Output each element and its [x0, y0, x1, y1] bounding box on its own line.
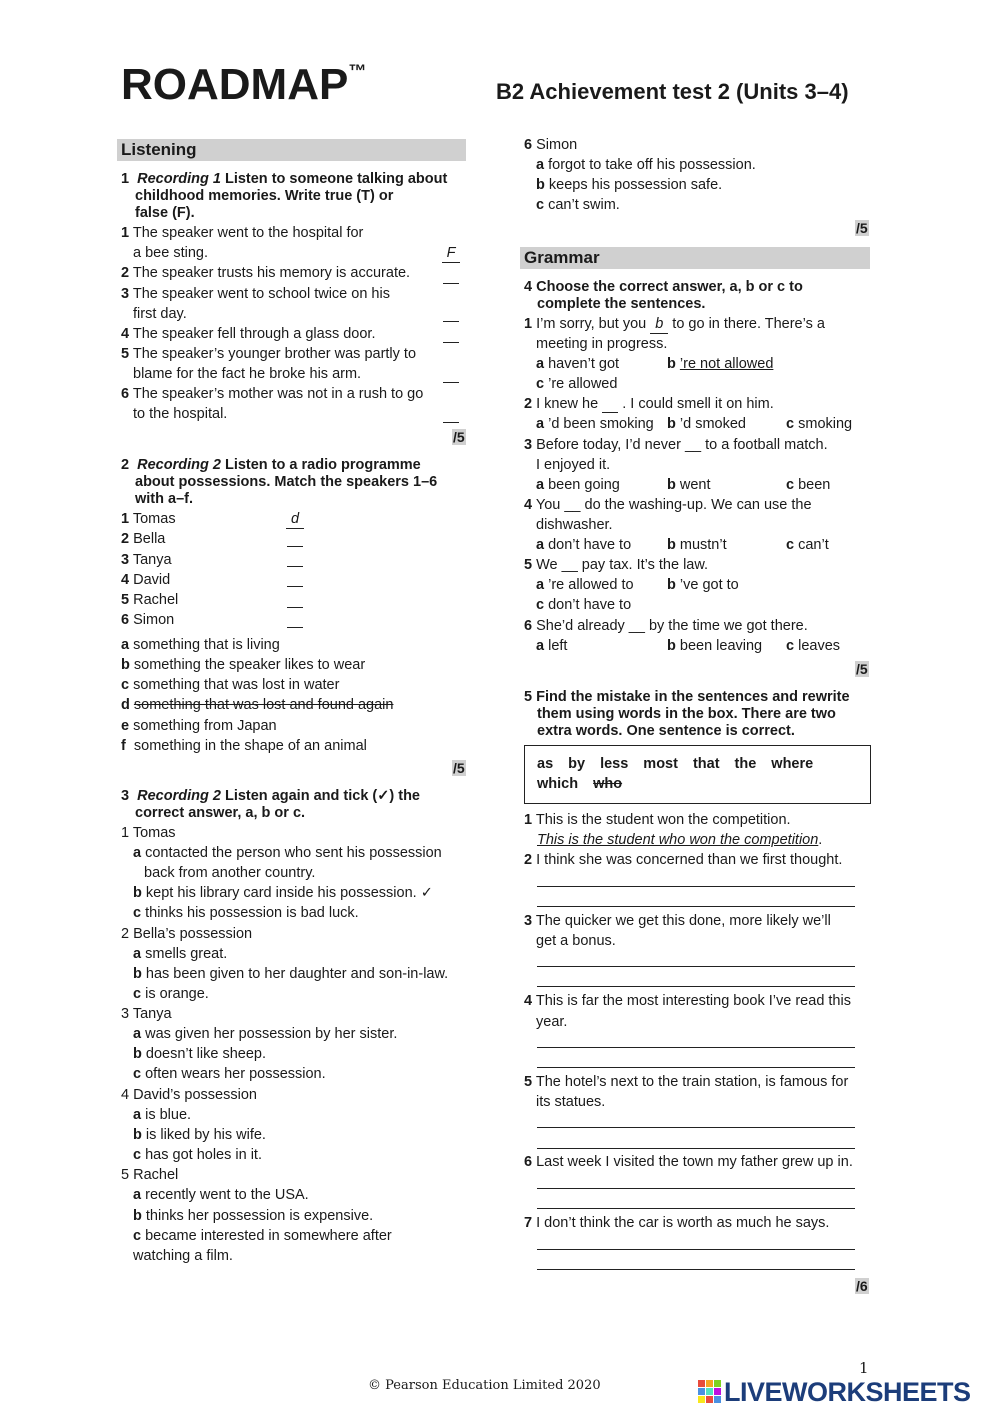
q3-option-ticked[interactable]: b kept his library card inside his possession. ✓ [133, 885, 433, 901]
q5-answer-line[interactable] [537, 886, 855, 887]
q4-sentence-3: 3 Before today, I’d never __ to a football match. [524, 437, 828, 453]
q3-option[interactable]: a forgot to take off his possession. [536, 157, 756, 173]
q4-score: /5 [856, 661, 868, 677]
q2-answer-2[interactable] [287, 546, 303, 547]
q3-item: 5 Rachel [121, 1167, 179, 1183]
q5-answer-line[interactable] [537, 1188, 855, 1189]
word-box-row-1: as by less most that the where [537, 756, 814, 772]
q5-sentence-2: 2 I think she was concerned than we first thought. [524, 852, 843, 868]
q1-item: 5 The speaker’s younger brother was partly to [121, 346, 417, 362]
q5-answer-line[interactable] [537, 1249, 855, 1250]
q3-option[interactable]: c thinks his possession is bad luck. [133, 905, 359, 921]
q2-answer-5[interactable] [287, 607, 303, 608]
q1-answer-2[interactable] [443, 283, 459, 284]
page-number: 1 [859, 1359, 869, 1377]
q5-example-answer: This is the student who won the competition. [537, 832, 823, 848]
q4-option[interactable]: a ’re allowed to [536, 577, 634, 593]
q3-item: 3 Tanya [121, 1006, 172, 1022]
q1-item: 2 The speaker trusts his memory is accurate. [121, 265, 411, 281]
q5-sentence-6: 6 Last week I visited the town my father grew up in. [524, 1154, 853, 1170]
liveworksheets-logo[interactable]: LIVEWORKSHEETS [698, 1377, 971, 1408]
q2-answer-6[interactable] [287, 627, 303, 628]
q2-score: /5 [453, 760, 465, 776]
q2-option: b something the speaker likes to wear [121, 657, 366, 673]
q4-option[interactable]: b ’d smoked [667, 416, 746, 432]
q3-option[interactable]: c became interested in somewhere after [133, 1228, 392, 1244]
q2-option-used: d something that was lost and found again [121, 697, 394, 713]
q2-speaker: 4 David [121, 572, 171, 588]
q1-item: 1 The speaker went to the hospital for [121, 225, 364, 241]
q4-option[interactable]: c been [786, 477, 831, 493]
q5-answer-line[interactable] [537, 966, 855, 967]
q4-option[interactable]: c ’re allowed [536, 376, 618, 392]
q5-answer-line[interactable] [537, 906, 855, 907]
q1-answer-1[interactable]: F [442, 244, 460, 263]
q3-option[interactable]: c can’t swim. [536, 197, 620, 213]
q4-option[interactable]: c don’t have to [536, 597, 632, 613]
q2-option: e something from Japan [121, 718, 277, 734]
q2-answer-3[interactable] [287, 566, 303, 567]
q1-answer-3[interactable] [443, 321, 459, 322]
q2-speaker: 5 Rachel [121, 592, 179, 608]
q4-option[interactable]: a been going [536, 477, 620, 493]
q3-option[interactable]: b thinks her possession is expensive. [133, 1208, 374, 1224]
q4-option-selected[interactable]: b ’re not allowed [667, 356, 774, 372]
q4-instruction: 4 Choose the correct answer, a, b or c to [524, 279, 803, 295]
q5-instruction: 5 Find the mistake in the sentences and rewrite [524, 689, 850, 705]
q4-answer-1[interactable]: b [650, 315, 668, 334]
q4-option[interactable]: a don’t have to [536, 537, 632, 553]
q5-sentence-7: 7 I don’t think the car is worth as much he says. [524, 1215, 830, 1231]
q3-option[interactable]: b is liked by his wife. [133, 1127, 266, 1143]
section-header-grammar: Grammar [520, 247, 870, 269]
q2-option: a something that is living [121, 637, 280, 653]
q4-option[interactable]: b went [667, 477, 711, 493]
test-title: B2 Achievement test 2 (Units 3–4) [496, 79, 849, 104]
q5-sentence-5: 5 The hotel’s next to the train station, is famous for [524, 1074, 849, 1090]
q2-instruction: 2 Recording 2 Listen to a radio programme [121, 457, 421, 473]
q5-answer-line[interactable] [537, 986, 855, 987]
q2-option: c something that was lost in water [121, 677, 340, 693]
word-box [524, 745, 871, 804]
q4-option[interactable]: a ’d been smoking [536, 416, 654, 432]
q5-sentence-3: 3 The quicker we get this done, more likely we’ll [524, 913, 831, 929]
q1-answer-6[interactable] [443, 422, 459, 423]
brand-title: ROADMAP™ [121, 60, 367, 109]
q4-option[interactable]: c leaves [786, 638, 841, 654]
q1-item: 6 The speaker’s mother was not in a rush to go [121, 386, 424, 402]
q1-instruction: 1 Recording 1 Listen to someone talking about [121, 171, 448, 187]
q3-option[interactable]: a is blue. [133, 1107, 192, 1123]
q2-speaker: 3 Tanya [121, 552, 172, 568]
q3-option[interactable]: a smells great. [133, 946, 228, 962]
q3-option[interactable]: b doesn’t like sheep. [133, 1046, 266, 1062]
q2-speaker: 1 Tomas [121, 511, 176, 527]
liveworksheets-icon [698, 1380, 722, 1404]
q1-score: /5 [453, 429, 465, 445]
q2-speaker: 2 Bella [121, 531, 166, 547]
q3-instruction: 3 Recording 2 Listen again and tick (✓) the [121, 788, 421, 804]
q4-option[interactable]: a haven’t got [536, 356, 620, 372]
q1-item: 4 The speaker fell through a glass door. [121, 326, 376, 342]
q5-answer-line[interactable] [537, 1269, 855, 1270]
q3-option[interactable]: c is orange. [133, 986, 209, 1002]
q3-option[interactable]: b has been given to her daughter and son-in-law. [133, 966, 449, 982]
q5-sentence-1: 1 This is the student won the competition. [524, 812, 791, 828]
q5-answer-line[interactable] [537, 1127, 855, 1128]
q2-answer-4[interactable] [287, 586, 303, 587]
q4-sentence-1: 1 I’m sorry, but you b to go in there. There’s a [524, 316, 825, 332]
q3-option[interactable]: b keeps his possession safe. [536, 177, 723, 193]
q4-option[interactable]: b ’ve got to [667, 577, 739, 593]
q2-option: f something in the shape of an animal [121, 738, 367, 754]
section-header-listening: Listening [117, 139, 466, 161]
q4-option[interactable]: a left [536, 638, 568, 654]
q1-answer-5[interactable] [443, 382, 459, 383]
q4-option[interactable]: b been leaving [667, 638, 763, 654]
q5-sentence-4: 4 This is far the most interesting book I’ve read this [524, 993, 851, 1009]
q3-option[interactable]: a recently went to the USA. [133, 1187, 309, 1203]
q3-option[interactable]: c often wears her possession. [133, 1066, 326, 1082]
word-box-row-2: which who [537, 776, 623, 792]
q4-answer-2[interactable] [602, 398, 618, 413]
q3-item: 4 David’s possession [121, 1087, 257, 1103]
q4-sentence-5: 5 We __ pay tax. It’s the law. [524, 557, 709, 573]
q1-answer-4[interactable] [443, 342, 459, 343]
q1-item: 3 The speaker went to school twice on his [121, 286, 390, 302]
q4-sentence-2: 2 I knew he . I could smell it on him. [524, 396, 774, 412]
q3-item: 1 Tomas [121, 825, 176, 841]
q3-option[interactable]: a contacted the person who sent his possession [133, 845, 442, 861]
q4-option[interactable]: c smoking [786, 416, 853, 432]
q5-answer-line[interactable] [537, 1208, 855, 1209]
q3-option[interactable]: a was given her possession by her sister. [133, 1026, 398, 1042]
q5-answer-line[interactable] [537, 1148, 855, 1149]
copyright: © Pearson Education Limited 2020 [368, 1378, 601, 1393]
q2-answer-1[interactable]: d [286, 510, 304, 529]
q5-answer-line[interactable] [537, 1067, 855, 1068]
q5-answer-line[interactable] [537, 1047, 855, 1048]
q5-score: /6 [856, 1278, 868, 1294]
q4-option[interactable]: c can’t [786, 537, 829, 553]
q3-score: /5 [856, 220, 868, 236]
q4-sentence-6: 6 She’d already __ by the time we got there. [524, 618, 808, 634]
q4-option[interactable]: b mustn’t [667, 537, 727, 553]
q4-sentence-4: 4 You __ do the washing-up. We can use the [524, 497, 812, 513]
q2-speaker: 6 Simon [121, 612, 175, 628]
q3-item: 6 Simon [524, 137, 578, 153]
q3-option[interactable]: c has got holes in it. [133, 1147, 262, 1163]
q3-item: 2 Bella’s possession [121, 926, 253, 942]
